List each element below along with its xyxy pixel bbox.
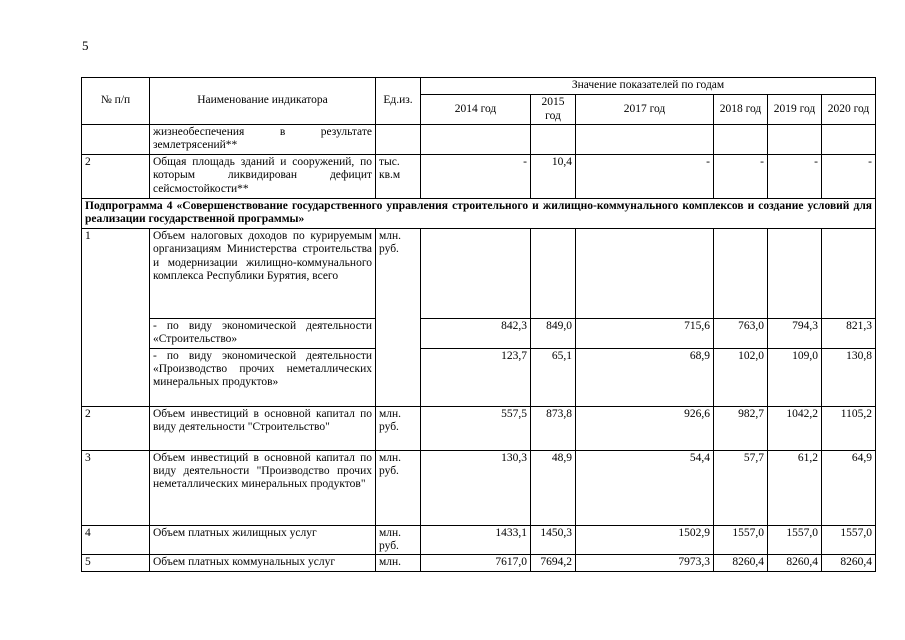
value-cell: 48,9 (531, 450, 576, 525)
value-cell: - (822, 154, 876, 198)
value-cell: - (768, 154, 822, 198)
value-cell: 1433,1 (421, 525, 531, 555)
row-name-cell: Объем платных жилищных услуг (150, 525, 376, 555)
row-name-cell: Объем платных коммунальных услуг (150, 555, 376, 571)
value-cell: 102,0 (714, 348, 768, 406)
header-year: 2019 год (768, 95, 822, 125)
row-unit-cell (376, 125, 421, 155)
value-cell: 821,3 (822, 318, 876, 348)
header-years-group: Значение показателей по годам (421, 78, 876, 95)
value-cell: 130,8 (822, 348, 876, 406)
table-row (82, 406, 876, 450)
value-cell: 794,3 (768, 318, 822, 348)
table-row (82, 228, 876, 318)
table-row (82, 555, 876, 571)
row-name-cell: Объем инвестиций в основной капитал по виду деятельности "Производство прочих неметаллических минеральных продуктов" (150, 450, 376, 525)
value-cell: - (421, 154, 531, 198)
value-cell: 68,9 (576, 348, 714, 406)
value-cell: 763,0 (714, 318, 768, 348)
value-cell: 8260,4 (768, 555, 822, 571)
row-name-cell: жизнеобеспечения в результате землетрясений** (150, 125, 376, 155)
header-name: Наименование индикатора (150, 78, 376, 125)
row-no-cell: 3 (82, 450, 150, 525)
row-name-cell: Объем инвестиций в основной капитал по виду деятельности "Строительство" (150, 406, 376, 450)
header-year: 2014 год (421, 95, 531, 125)
value-cell: 54,4 (576, 450, 714, 525)
header-year: 2015 год (531, 95, 576, 125)
value-cell: 982,7 (714, 406, 768, 450)
row-name-cell: Объем налоговых доходов по курируемым организациям Министерства строительства и модернизации жилищно-коммунального комплекса Республики Бурятия, всего (150, 228, 376, 318)
header-no: № п/п (82, 78, 150, 125)
value-cell: 842,3 (421, 318, 531, 348)
row-no-cell: 2 (82, 406, 150, 450)
subprogram-heading: Подпрограмма 4 «Совершенствование государственного управления строительного и жилищно-коммунального комплексов и создание условий для реализации государственной программы» (82, 198, 876, 228)
value-cell: 65,1 (531, 348, 576, 406)
row-no-cell: 1 (82, 228, 150, 318)
value-cell: 10,4 (531, 154, 576, 198)
value-cell: 7617,0 (421, 555, 531, 571)
row-no-cell: 2 (82, 154, 150, 198)
table-row (82, 125, 876, 155)
row-no-cell: 4 (82, 525, 150, 555)
row-unit-cell: млн. руб. (376, 228, 421, 406)
value-cell: - (576, 154, 714, 198)
value-cell: 7973,3 (576, 555, 714, 571)
header-year: 2020 год (822, 95, 876, 125)
value-cell: 1557,0 (768, 525, 822, 555)
value-cell: 1042,2 (768, 406, 822, 450)
row-name-cell: Общая площадь зданий и сооружений, по которым ликвидирован дефицит сейсмостойкости** (150, 154, 376, 198)
value-cell: 109,0 (768, 348, 822, 406)
row-name-cell: - по виду экономической деятельности «Производство прочих неметаллических минеральных продуктов» (150, 348, 376, 406)
header-unit: Ед.из. (376, 78, 421, 125)
value-cell: - (714, 154, 768, 198)
value-cell: 1105,2 (822, 406, 876, 450)
header-year: 2017 год (576, 95, 714, 125)
value-cell: 8260,4 (822, 555, 876, 571)
value-cell: 8260,4 (714, 555, 768, 571)
value-cell: 7694,2 (531, 555, 576, 571)
row-unit-cell: млн. (376, 555, 421, 571)
value-cell: 557,5 (421, 406, 531, 450)
value-cell: 57,7 (714, 450, 768, 525)
value-cell: 1557,0 (714, 525, 768, 555)
value-cell: 1502,9 (576, 525, 714, 555)
value-cell: 1450,3 (531, 525, 576, 555)
value-cell: 715,6 (576, 318, 714, 348)
indicators-table (81, 77, 876, 572)
page-number: 5 (82, 38, 89, 53)
value-cell: 61,2 (768, 450, 822, 525)
value-cell: 130,3 (421, 450, 531, 525)
table-row (82, 348, 876, 406)
row-unit-cell: тыс. кв.м (376, 154, 421, 198)
table-row (82, 154, 876, 198)
value-cell: 873,8 (531, 406, 576, 450)
table-row (82, 450, 876, 525)
row-no-cell (82, 125, 150, 155)
table-row (82, 318, 876, 348)
value-cell: 926,6 (576, 406, 714, 450)
row-unit-cell: млн. руб. (376, 525, 421, 555)
row-name-cell: - по виду экономической деятельности «Строительство» (150, 318, 376, 348)
value-cell: 1557,0 (822, 525, 876, 555)
row-unit-cell: млн. руб. (376, 406, 421, 450)
value-cell: 123,7 (421, 348, 531, 406)
row-no-cell: 5 (82, 555, 150, 571)
table-row (82, 525, 876, 555)
value-cell: 64,9 (822, 450, 876, 525)
header-year: 2018 год (714, 95, 768, 125)
value-cell: 849,0 (531, 318, 576, 348)
row-unit-cell: млн. руб. (376, 450, 421, 525)
